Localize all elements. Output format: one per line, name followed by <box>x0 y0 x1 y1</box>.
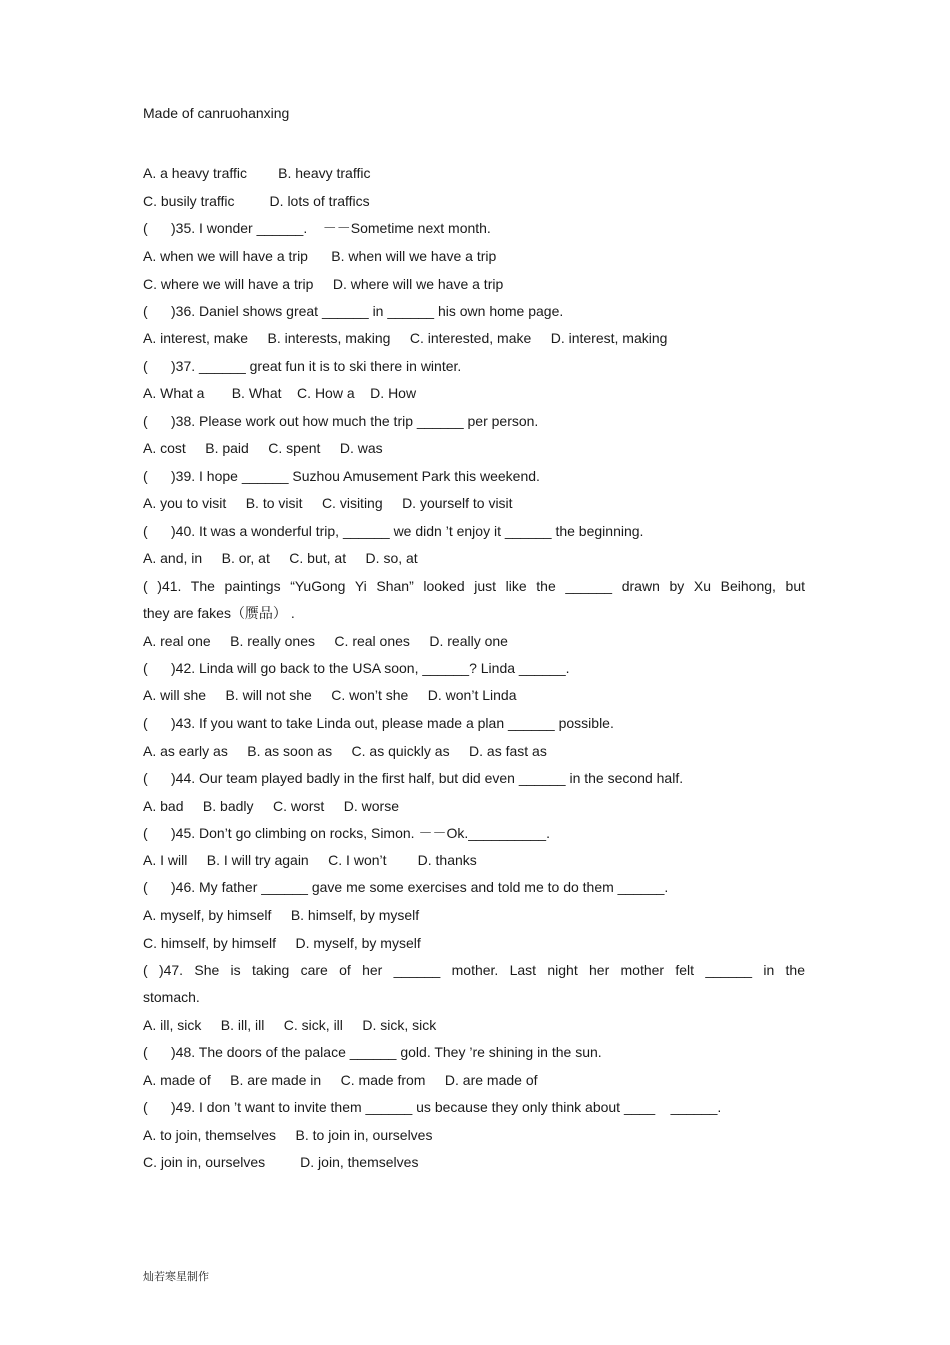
option-line: A. I will B. I will try again C. I won’t D. thanks <box>143 852 477 868</box>
option-line: A. you to visit B. to visit C. visiting D. yourself to visit <box>143 495 513 511</box>
page-header: Made of canruohanxing <box>143 105 290 121</box>
option-line: A. as early as B. as soon as C. as quickly as D. as fast as <box>143 743 547 759</box>
question-47-cont: stomach. <box>143 989 200 1005</box>
question-38: ( )38. Please work out how much the trip ______ per person. <box>143 413 539 429</box>
option-line: A. interest, make B. interests, making C. interested, make D. interest, making <box>143 330 668 346</box>
question-48: ( )48. The doors of the palace ______ gold. They ’re shining in the sun. <box>143 1044 602 1060</box>
option-line: A. myself, by himself B. himself, by myself <box>143 907 420 923</box>
question-37: ( )37. ______ great fun it is to ski there in winter. <box>143 358 462 374</box>
question-40: ( )40. It was a wonderful trip, ______ we didn ’t enjoy it ______ the beginning. <box>143 523 644 539</box>
question-36: ( )36. Daniel shows great ______ in ______ his own home page. <box>143 303 564 319</box>
option-line: A. will she B. will not she C. won’t she D. won’t Linda <box>143 687 517 703</box>
question-41-cont: they are fakes（赝品） . <box>143 605 295 621</box>
question-45: ( )45. Don’t go climbing on rocks, Simon. －－Ok.__________. <box>143 825 550 841</box>
option-line: C. busily traffic D. lots of traffics <box>143 193 370 209</box>
option-line: A. ill, sick B. ill, ill C. sick, ill D. sick, sick <box>143 1017 437 1033</box>
question-41: ( )41. The paintings “YuGong Yi Shan” looked just like the ______ drawn by Xu Beihong, but <box>143 578 805 594</box>
option-line: A. cost B. paid C. spent D. was <box>143 440 383 456</box>
option-line: A. real one B. really ones C. real ones D. really one <box>143 633 508 649</box>
question-35: ( )35. I wonder ______. －－Sometime next month. <box>143 220 491 236</box>
option-line: A. What a B. What C. How a D. How <box>143 385 417 401</box>
option-line: A. a heavy traffic B. heavy traffic <box>143 165 371 181</box>
question-43: ( )43. If you want to take Linda out, please made a plan ______ possible. <box>143 715 614 731</box>
option-line: A. and, in B. or, at C. but, at D. so, at <box>143 550 418 566</box>
question-49: ( )49. I don ’t want to invite them ______ us because they only think about ____ ______. <box>143 1099 722 1115</box>
page-footer: 灿若寒星制作 <box>143 1270 209 1283</box>
question-42: ( )42. Linda will go back to the USA soon, ______? Linda ______. <box>143 660 570 676</box>
question-47: ( )47. She is taking care of her ______ mother. Last night her mother felt ______ in the <box>143 962 805 978</box>
question-46: ( )46. My father ______ gave me some exercises and told me to do them ______. <box>143 879 669 895</box>
option-line: A. bad B. badly C. worst D. worse <box>143 798 399 814</box>
question-39: ( )39. I hope ______ Suzhou Amusement Park this weekend. <box>143 468 540 484</box>
option-line: A. to join, themselves B. to join in, ourselves <box>143 1127 433 1143</box>
option-line: A. when we will have a trip B. when will we have a trip <box>143 248 497 264</box>
question-44: ( )44. Our team played badly in the first half, but did even ______ in the second half. <box>143 770 684 786</box>
option-line: C. join in, ourselves D. join, themselves <box>143 1154 419 1170</box>
option-line: C. himself, by himself D. myself, by myself <box>143 935 421 951</box>
option-line: C. where we will have a trip D. where will we have a trip <box>143 276 504 292</box>
option-line: A. made of B. are made in C. made from D. are made of <box>143 1072 538 1088</box>
